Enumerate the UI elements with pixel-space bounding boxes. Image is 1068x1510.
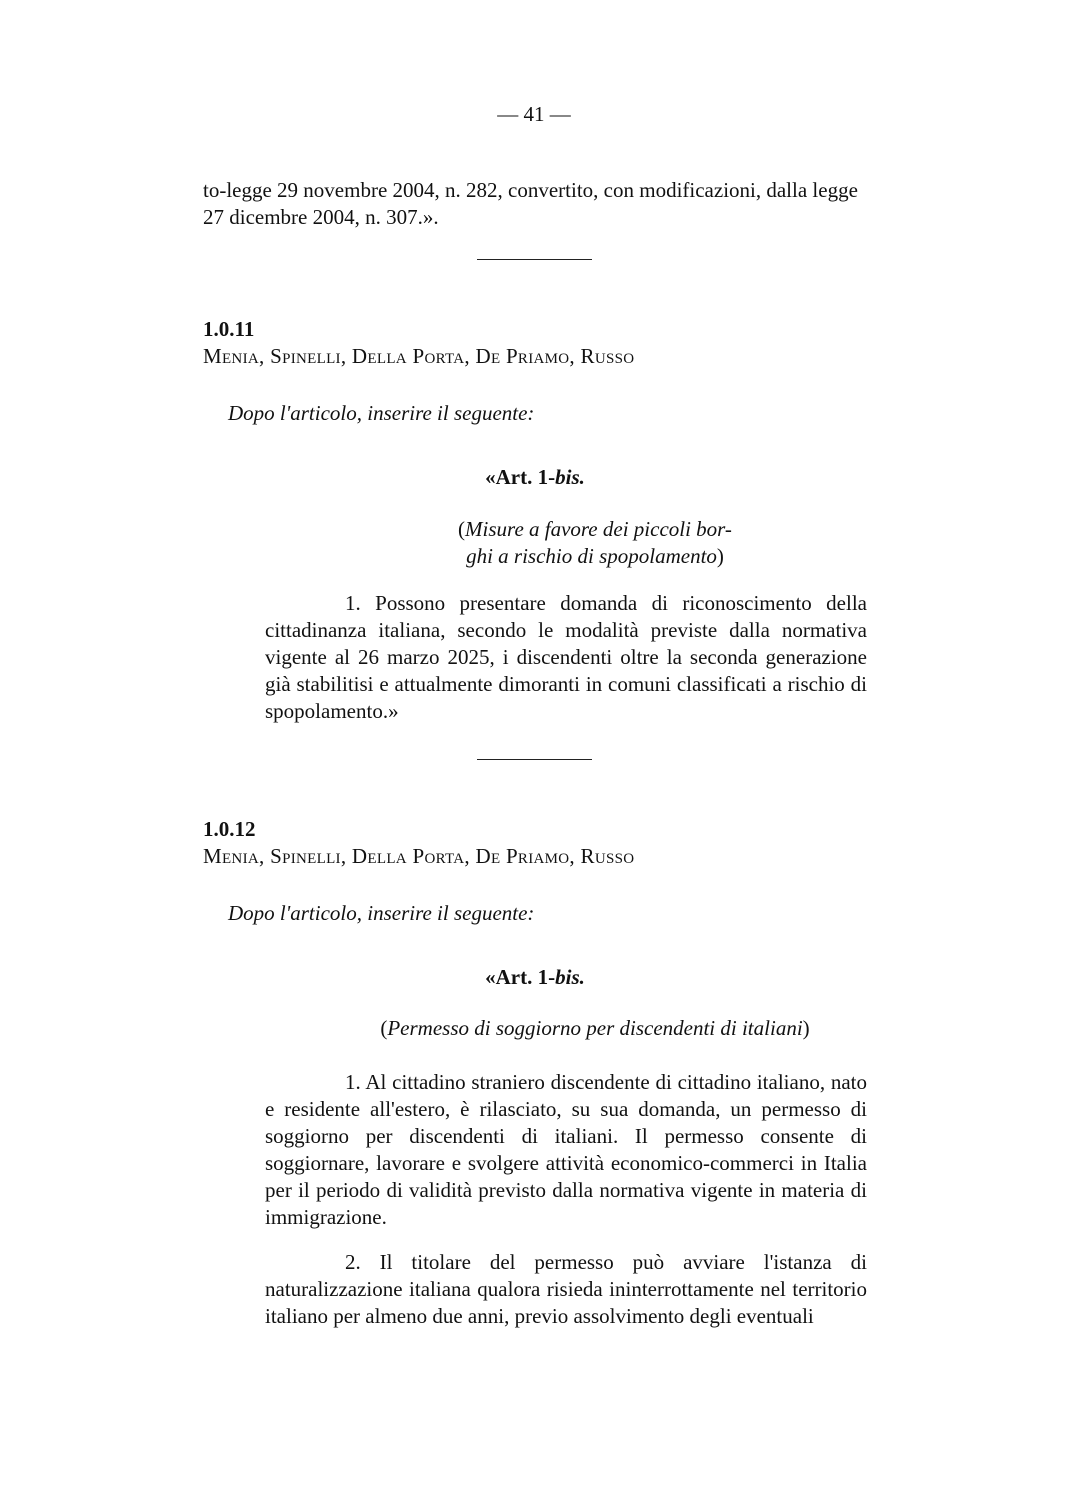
article-heading bbox=[203, 464, 867, 491]
amendment-number: 1.0.11 bbox=[203, 317, 255, 341]
article-suffix: bis. bbox=[555, 965, 585, 989]
article-prefix: «Art. 1- bbox=[485, 465, 556, 489]
intro-text: to-legge 29 novembre 2004, n. 282, convertito, con modificazioni, dalla legge 27 dicembre 2004, n. 307.». bbox=[203, 178, 858, 229]
separator-line bbox=[477, 759, 592, 760]
amendment-authors: Menia, Spinelli, Della Porta, De Priamo, Russo bbox=[203, 344, 635, 368]
amendment-number: 1.0.12 bbox=[203, 817, 256, 841]
article-title-line1: Permesso di soggiorno per discendenti di italiani bbox=[387, 1016, 803, 1040]
article-paragraph: 1. Possono presentare domanda di riconoscimento della cittadinanza italiana, secondo le modalità previste dalla normativa vigente al 26 marzo 2025, i discendenti oltre la seconda generazione già stabilitisi e attualmente dimoranti in comuni classificati a rischio di spopolamento.» bbox=[265, 591, 867, 723]
amendment-instruction: Dopo l'articolo, inserire il seguente: bbox=[228, 901, 535, 925]
article-title: (Misure a favore dei piccoli bor- ghi a rischio di spopolamento) bbox=[458, 517, 732, 568]
article-prefix: «Art. 1- bbox=[485, 965, 556, 989]
article-paragraph: 1. Al cittadino straniero discendente di cittadino italiano, nato e residente all'estero, è rilasciato, su sua domanda, un permesso di soggiorno per discendenti di italiani. Il permesso consente di soggiornare, lavorare e svolgere attività economico-commerci in Italia per il periodo di validità previsto dalla normativa vigente in materia di immigrazione. bbox=[265, 1070, 867, 1229]
page-number: — 41 — bbox=[497, 102, 571, 126]
amendment-authors: Menia, Spinelli, Della Porta, De Priamo, Russo bbox=[203, 844, 635, 868]
article-heading bbox=[203, 964, 867, 991]
article-paragraph: 2. Il titolare del permesso può avviare l'istanza di naturalizzazione italiana qualora risieda ininterrottamente nel territorio italiano per almeno due anni, previo assolvimento degli eventuali bbox=[265, 1250, 867, 1328]
article-title-line1: Misure a favore dei piccoli bor- bbox=[465, 517, 732, 541]
article-title: (Permesso di soggiorno per discendenti di italiani) bbox=[380, 1016, 810, 1040]
amendment-instruction: Dopo l'articolo, inserire il seguente: bbox=[228, 401, 535, 425]
article-title-line2: ghi a rischio di spopolamento bbox=[466, 544, 717, 568]
article-suffix: bis. bbox=[555, 465, 585, 489]
separator-line bbox=[477, 259, 592, 260]
